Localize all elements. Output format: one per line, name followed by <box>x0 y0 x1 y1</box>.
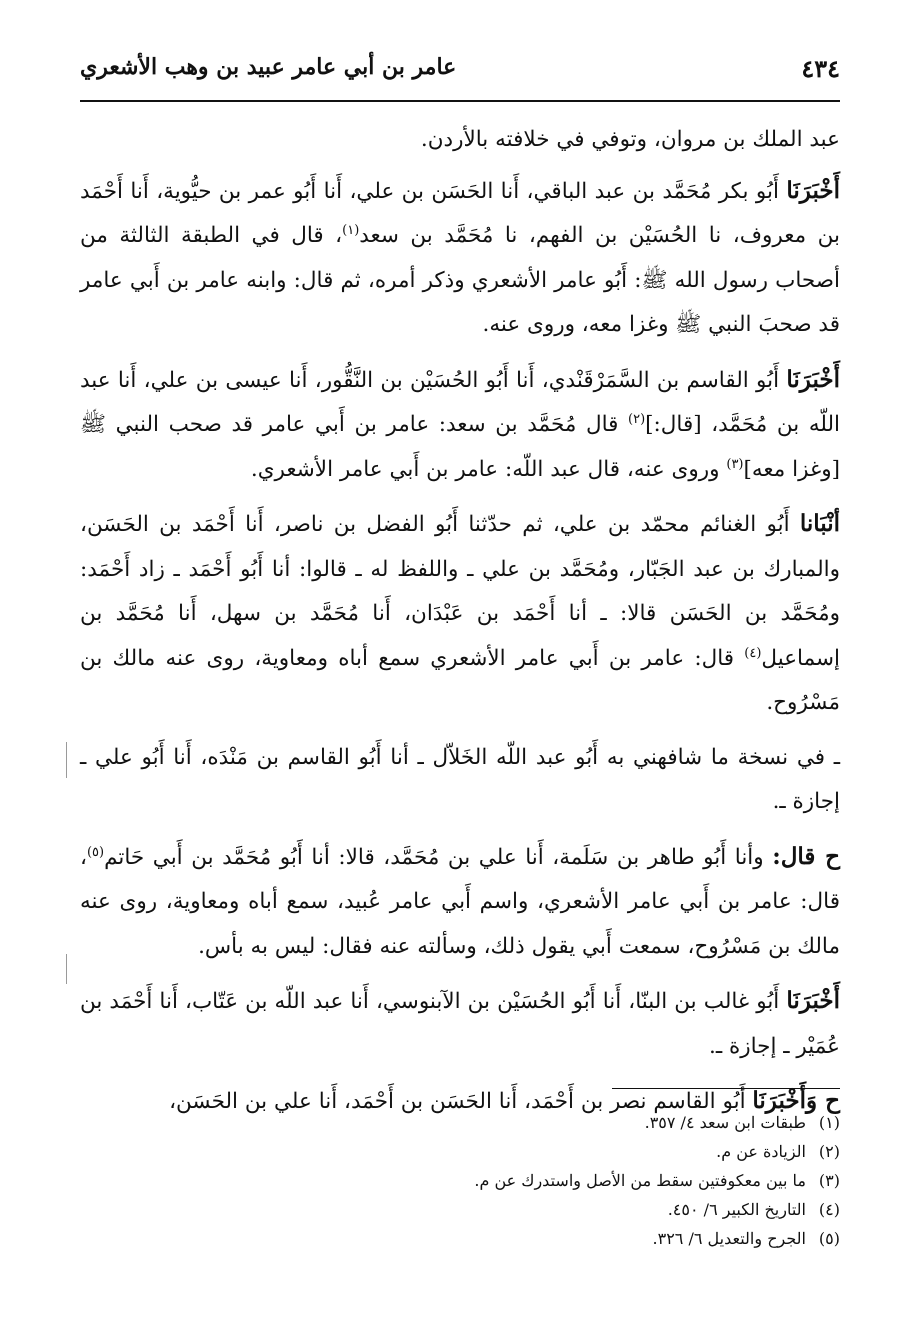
footnote-ref-5: (٥) <box>86 844 105 860</box>
footnote-5 <box>80 1224 840 1253</box>
paragraph-6 <box>80 835 840 970</box>
paragraph-text-after: ، قال في الطبقة الثالثة من أصحاب رسول الله ﷺ: أَبُو عامر الأشعري وذكر أمره، ثم قال: وابنه عامر بن أَبي عامر قد صحبَ النبي ﷺ وغزا معه، وروى عنه. <box>80 223 840 337</box>
footnote-ref-2: (٢) <box>628 411 646 427</box>
running-head: عامر بن أبي عامر عبيد بن وهب الأشعري <box>80 54 457 80</box>
footnote-number: (٢) <box>818 1142 840 1161</box>
footnotes <box>80 1108 840 1253</box>
paragraph-text: أَبُو غالب بن البنّا، أَنا أَبُو الحُسَيْن بن الآبنوسي، أَنا عبد اللّه بن عَتّاب، أَنا أَحْمَد بن عُمَيْر ـ إجازة ـ. <box>80 989 840 1059</box>
paragraph-2 <box>80 169 840 348</box>
footnote-number: (١) <box>818 1113 840 1132</box>
footnote-text: التاريخ الكبير ٦/ ٤٥٠. <box>667 1200 806 1219</box>
footnote-1 <box>80 1108 840 1137</box>
page-header <box>80 48 840 100</box>
paragraph-text: ـ في نسخة ما شافهني به أَبُو عبد اللّه الخَلاّل ـ أنا أَبُو القاسم بن مَنْدَه، أَنا أَبُو علي ـ إجازة ـ. <box>80 744 840 814</box>
paragraph-5 <box>80 736 840 825</box>
paragraph-lead: أَخْبَرَنَا <box>786 365 840 393</box>
paragraph-lead: أَخْبَرَنَا <box>786 987 840 1014</box>
footnote-ref-3: (٣) <box>726 456 744 472</box>
footnote-number: (٥) <box>818 1229 840 1248</box>
footnote-number: (٣) <box>818 1171 840 1190</box>
paragraph-lead: أنْبَانا <box>799 510 840 537</box>
margin-mark <box>66 954 67 984</box>
paragraph-text: أَبُو بكر مُحَمَّد بن عبد الباقي، أَنا الحَسَن بن علي، أَنا أَبُو عمر بن حيُّوية، أَنا أَحْمَد بن معروف، نا الحُسَيْن بن الفهم، نا مُحَمَّد بن سعد <box>80 178 840 248</box>
margin-mark <box>66 742 67 778</box>
paragraph-4 <box>80 502 840 726</box>
paragraph-text: أَبُو القاسم بن السَّمَرْقَنْدي، أَنا أَبُو الحُسَيْن بن النَّقُّور، أَنا عيسى بن علي، أَنا عبد اللّه بن مُحَمَّد، [قال:] <box>80 367 840 437</box>
paragraph-text-after: ، قال: عامر بن أَبي عامر الأشعري، واسم أَبي عامر عُبيد، سمع أباه ومعاوية، روى عنه مالك بن مَسْرُوح، سمعت أَبي يقول ذلك، وسألته عنه فقال: ليس به بأس. <box>80 844 840 959</box>
footnote-rule <box>612 1088 840 1089</box>
paragraph-lead: ح قال: <box>772 842 840 870</box>
page-number: ٤٣٤ <box>801 54 840 83</box>
paragraph-text: أَبُو الغنائم محمّد بن علي، ثم حدّثنا أَبُو الفضل بن ناصر، أَنا أَحْمَد بن الحَسَن، والمبارك بن عبد الجَبّار، ومُحَمَّد بن علي ـ واللفظ له ـ قالوا: أنا أَبُو أَحْمَد ـ زاد أَحْمَد: ومُحَمَّد بن الحَسَن قالا: ـ أنا أَحْمَد بن عَبْدَان، أَنا مُحَمَّد بن سهل، أَنا مُحَمَّد بن إسماعيل <box>80 512 840 671</box>
paragraph-3 <box>80 358 840 493</box>
main-text <box>80 118 840 1135</box>
footnote-number: (٤) <box>818 1200 840 1219</box>
footnote-2 <box>80 1137 840 1166</box>
footnote-text: ما بين معكوفتين سقط من الأصل واستدرك عن م. <box>474 1171 806 1190</box>
footnote-3 <box>80 1166 840 1195</box>
paragraph-text-after: وروى عنه، قال عبد اللّه: عامر بن أَبي عامر الأشعري. <box>250 456 727 482</box>
footnote-ref-1: (١) <box>342 222 360 238</box>
paragraph-text: وأنا أَبُو طاهر بن سَلَمة، أَنا علي بن مُحَمَّد، قالا: أنا أَبُو مُحَمَّد بن أَبي حَاتم <box>104 844 773 870</box>
footnote-ref-4: (٤) <box>744 645 762 661</box>
paragraph-text-after: قال: عامر بن أَبي عامر الأشعري سمع أباه ومعاوية، روى عنه مالك بن مَسْرُوح. <box>80 645 840 715</box>
paragraph-text-mid: قال مُحَمَّد بن سعد: عامر بن أَبي عامر قد صحب النبي ﷺ [وغزا معه] <box>80 412 840 482</box>
paragraph-7 <box>80 979 840 1069</box>
paragraph-lead: أَخْبَرَنَا <box>786 176 840 204</box>
paragraph-lead: ح وَأَخْبَرَنَا <box>752 1087 840 1114</box>
paragraph-text: أَبُو القاسم نصر بن أَحْمَد، أَنا الحَسَن بن أَحْمَد، أَنا علي بن الحَسَن، <box>169 1089 753 1114</box>
footnote-text: الزيادة عن م. <box>716 1142 806 1161</box>
paragraph-1 <box>80 118 840 163</box>
paragraph-text: عبد الملك بن مروان، وتوفي في خلافته بالأردن. <box>420 127 840 152</box>
footnote-text: طبقات ابن سعد ٤/ ٣٥٧. <box>644 1113 806 1132</box>
footnote-4 <box>80 1195 840 1224</box>
header-rule <box>80 100 840 102</box>
footnote-text: الجرح والتعديل ٦/ ٣٢٦. <box>652 1229 806 1248</box>
